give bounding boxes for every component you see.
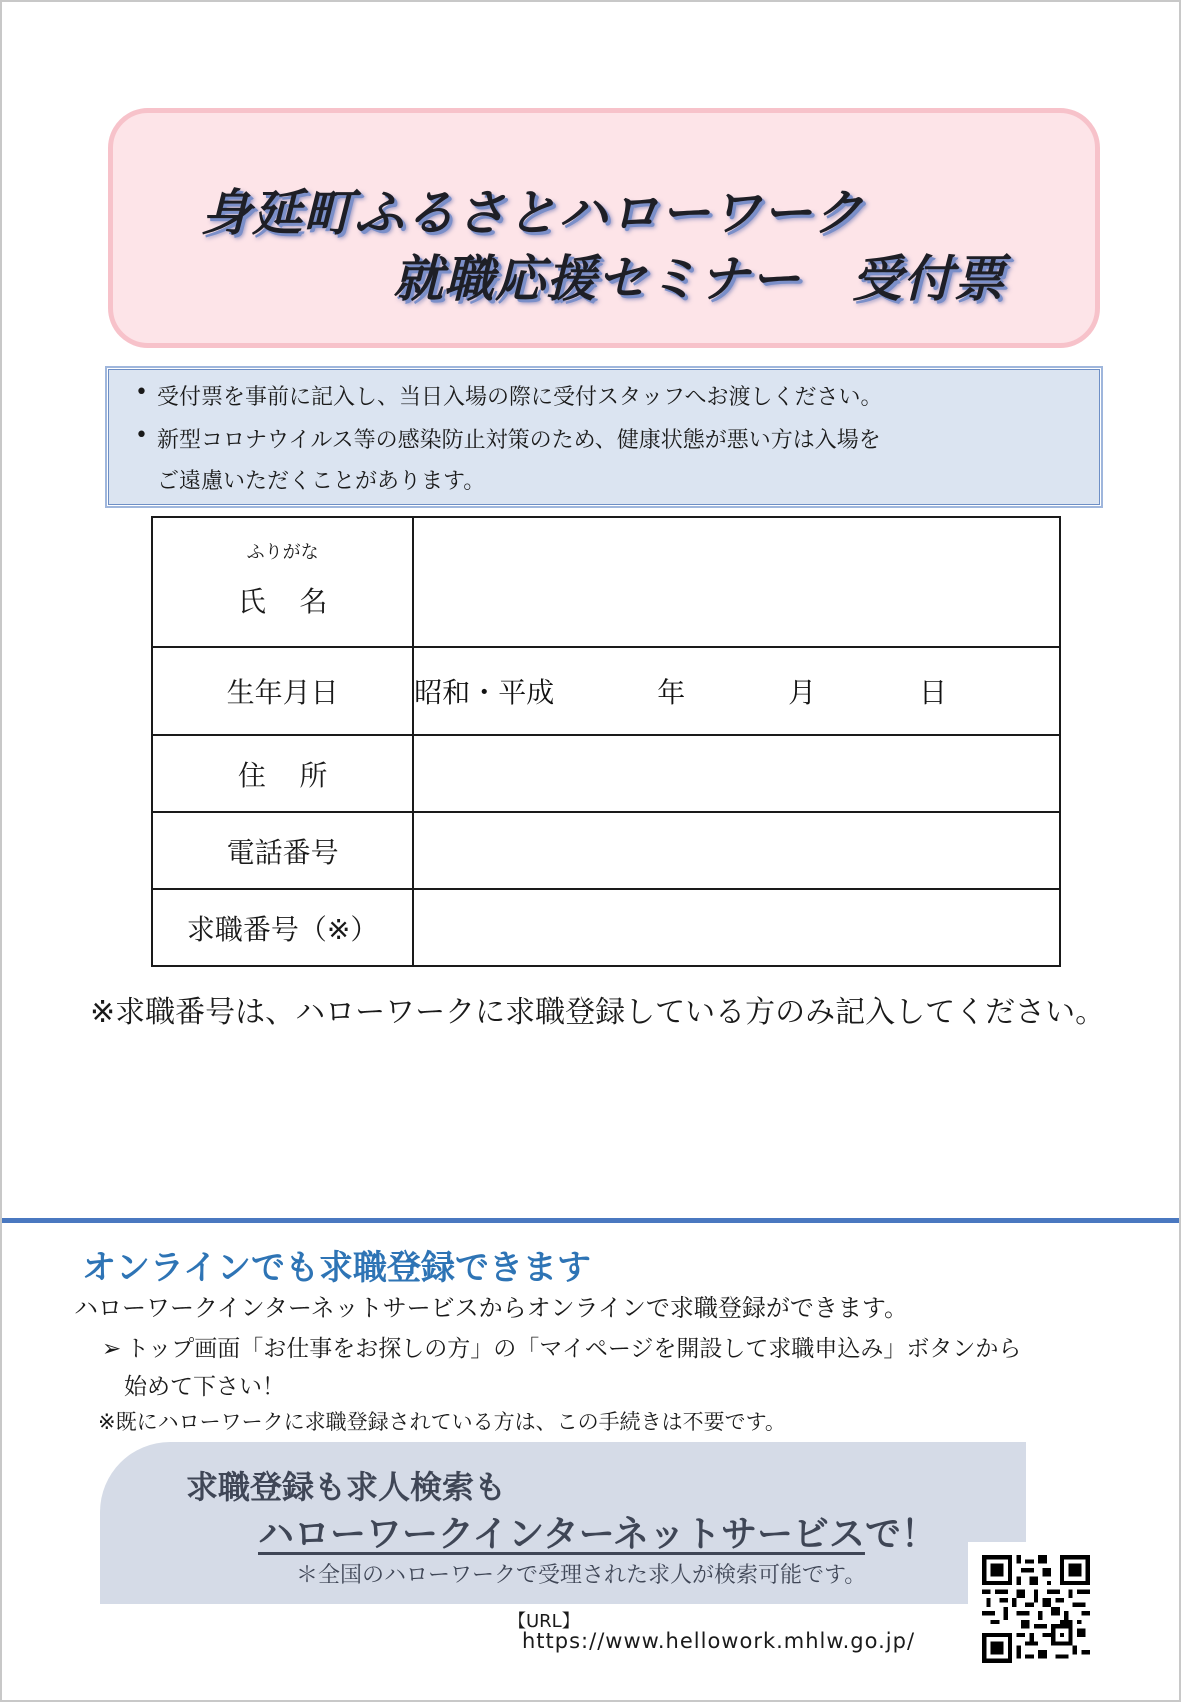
name-label-text: 氏名	[237, 585, 362, 618]
step-line-2: 始めて下さい！	[124, 1374, 285, 1400]
birthdate-field[interactable]	[413, 647, 1060, 735]
title-line-1: 身延町ふるさとハローワーク	[201, 184, 864, 242]
notice-item	[135, 380, 883, 411]
notice-box	[108, 369, 1100, 505]
name-label	[153, 580, 412, 620]
hellowork-banner	[100, 1442, 1026, 1604]
service-name-link[interactable]: ハローワークインターネットサービス	[258, 1514, 865, 1555]
notice-text: 受付票を事前に記入し、当日入場の際に受付スタッフへお渡しください。	[157, 385, 883, 410]
birthdate-label: 生年月日	[152, 647, 413, 735]
banner-line-3: ＊全国のハローワークで受理された求人が検索可能です。	[296, 1563, 867, 1588]
title-line-2: 就職応援セミナー 受付票	[393, 250, 1005, 308]
banner-line-2	[258, 1506, 937, 1557]
online-heading: オンラインでも求職登録できます	[82, 1248, 591, 1288]
online-note: ※既にハローワークに求職登録されている方は、この手続きは不要です。	[98, 1410, 786, 1434]
address-label-cell	[152, 735, 413, 812]
name-field[interactable]	[413, 517, 1060, 647]
url-link[interactable]: https://www.hellowork.mhlw.go.jp/	[522, 1629, 916, 1653]
banner-line-2-suffix: で！	[864, 1514, 937, 1555]
form-row-birthdate	[152, 647, 1060, 735]
birth-day-unit: 日	[919, 676, 948, 709]
phone-label: 電話番号	[152, 812, 413, 889]
form-row-name	[152, 517, 1060, 647]
notice-item	[135, 423, 881, 454]
qr-code-icon[interactable]	[982, 1555, 1090, 1663]
form-row-phone	[152, 812, 1060, 889]
url-label: 【URL】	[508, 1611, 580, 1632]
birth-era: 昭和・平成	[414, 676, 555, 709]
job-number-label: 求職番号（※）	[152, 889, 413, 966]
address-label: 住所	[237, 758, 362, 792]
notice-text: 新型コロナウイルス等の感染防止対策のため、健康状態が悪い方は入場を	[157, 428, 881, 453]
form-row-address	[152, 735, 1060, 812]
bullet-icon: •	[135, 380, 148, 405]
job-number-footnote: ※求職番号は、ハローワークに求職登録している方のみ記入してください。	[90, 995, 1106, 1030]
section-divider	[2, 1218, 1179, 1223]
online-description: ハローワークインターネットサービスからオンラインで求職登録ができます。	[74, 1294, 908, 1322]
notice-item-continued	[157, 464, 485, 495]
birth-year-unit: 年	[657, 676, 686, 709]
job-number-field[interactable]	[413, 889, 1060, 966]
form-row-job-number	[152, 889, 1060, 966]
name-label-cell	[152, 517, 413, 647]
phone-field[interactable]	[413, 812, 1060, 889]
notice-text: ご遠慮いただくことがあります。	[157, 469, 486, 494]
online-step	[102, 1330, 1021, 1406]
step-line-1: トップ画面「お仕事をお探しの方」の「マイページを開設して求職申込み」ボタンから	[126, 1336, 1022, 1362]
furigana-label: ふりがな	[246, 542, 319, 563]
title-banner	[108, 108, 1100, 348]
registration-form	[151, 516, 1061, 967]
bullet-icon: •	[135, 423, 148, 448]
banner-line-1: 求職登録も求人検索も	[186, 1468, 507, 1506]
birth-month-unit: 月	[788, 676, 817, 709]
address-field[interactable]	[413, 735, 1060, 812]
arrow-icon: ➢	[102, 1336, 122, 1362]
